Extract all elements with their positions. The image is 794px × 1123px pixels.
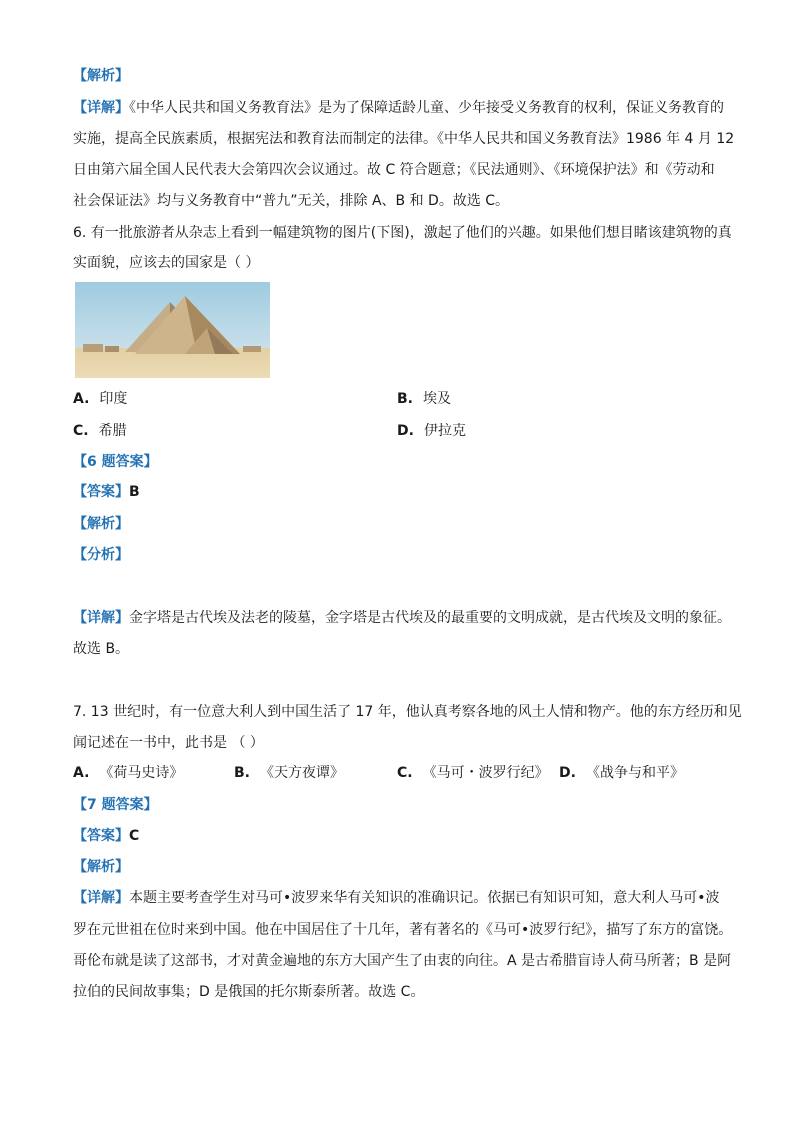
q6-detail-line-1 [73, 608, 731, 628]
q6-option-c-text: 希腊 [98, 423, 127, 439]
q7-answer-line [73, 826, 139, 846]
q5-detail-line-1 [73, 98, 724, 118]
q7-question-line-2: 闻记述在一书中，此书是 （ ） [73, 735, 264, 751]
q7-option-b-letter: B. [234, 765, 250, 781]
q6-answer-value: B [129, 484, 140, 500]
q6-answer-line [73, 482, 140, 502]
q6-detail-tag: 【详解】 [73, 610, 129, 626]
q6-option-a-letter: A. [73, 391, 90, 407]
q7-analysis-tag: 【解析】 [73, 859, 129, 875]
q7-detail-line-2: 罗在元世祖在位时来到中国。他在中国居住了十几年，著有著名的《马可•波罗行纪》，描写了东方的富饶。 [73, 922, 733, 938]
q6-option-d-text: 伊拉克 [423, 423, 466, 439]
q6-option-c-letter: C. [73, 423, 89, 439]
q7-option-a-letter: A. [73, 765, 90, 781]
q6-fenxi-tag: 【分析】 [73, 547, 129, 563]
q7-option-d-text: 《战争与和平》 [585, 765, 684, 781]
q6-option-b-letter: B. [397, 391, 413, 407]
q6-option-d-letter: D. [397, 423, 414, 439]
q5-detail-tag: 【详解】 [73, 100, 129, 116]
q7-option-d [559, 763, 684, 783]
q6-detail-text-1: 金字塔是古代埃及法老的陵墓，金字塔是古代埃及的最重要的文明成就，是古代埃及文明的象征。 [129, 610, 731, 626]
q7-detail-line-3: 哥伦布就是读了这部书，才对黄金遍地的东方大国产生了由衷的向往。A 是古希腊盲诗人荷马所著；B 是阿 [73, 953, 732, 969]
q7-option-c-letter: C. [397, 765, 413, 781]
q7-detail-line-1 [73, 888, 720, 908]
q6-question-line-2: 实面貌，应该去的国家是（ ） [73, 255, 260, 271]
q6-option-b-text: 埃及 [423, 391, 451, 407]
q5-detail-line-3: 日由第六届全国人民代表大会第四次会议通过。故 C 符合题意；《民法通则》、《环境保护法》和《劳动和 [73, 162, 715, 178]
q7-detail-line-4: 拉伯的民间故事集；D 是俄国的托尔斯泰所著。故选 C。 [73, 984, 425, 1000]
q6-answer-header: 【6 题答案】 [73, 454, 158, 470]
pyramids-image [75, 282, 270, 378]
q6-question-line-1: 6. 有一批旅游者从杂志上看到一幅建筑物的图片(下图)，激起了他们的兴趣。如果他们想目睹该建筑物的真 [73, 225, 732, 241]
q5-analysis-tag: 【解析】 [73, 68, 129, 84]
q6-analysis-tag: 【解析】 [73, 516, 129, 532]
q6-answer-tag: 【答案】 [73, 484, 129, 500]
q5-detail-line-4: 社会保证法》均与义务教育中“普九”无关，排除 A、B 和 D。故选 C。 [73, 193, 510, 209]
q7-option-b-text: 《天方夜谭》 [260, 765, 344, 781]
q7-option-a [73, 763, 183, 783]
q7-answer-value: C [129, 828, 140, 844]
q7-option-b [234, 763, 344, 783]
q7-question-line-1: 7. 13 世纪时，有一位意大利人到中国生活了 17 年，他认真考察各地的风土人情和物产。他的东方经历和见 [73, 704, 742, 720]
q5-detail-text-1: 《中华人民共和国义务教育法》是为了保障适龄儿童、少年接受义务教育的权利，保证义务教育的 [129, 100, 724, 116]
q6-option-b [397, 389, 451, 409]
q7-option-d-letter: D. [559, 765, 576, 781]
q7-detail-text-1: 本题主要考查学生对马可•波罗来华有关知识的准确识记。依据已有知识可知，意大利人马可•波 [129, 890, 720, 906]
q7-option-c-text: 《马可・波罗行纪》 [422, 765, 549, 781]
q6-option-c [73, 421, 127, 441]
q6-option-d [397, 421, 466, 441]
q5-detail-line-2: 实施，提高全民族素质，根据宪法和教育法而制定的法律。《中华人民共和国义务教育法》1986 年 4 月 12 [73, 131, 735, 147]
q6-detail-line-2: 故选 B。 [73, 641, 130, 657]
q6-option-a [73, 389, 127, 409]
q7-detail-tag: 【详解】 [73, 890, 129, 906]
q7-option-c [397, 763, 549, 783]
q7-answer-tag: 【答案】 [73, 828, 129, 844]
q7-answer-header: 【7 题答案】 [73, 797, 158, 813]
q7-option-a-text: 《荷马史诗》 [99, 765, 184, 781]
q6-option-a-text: 印度 [99, 391, 128, 407]
